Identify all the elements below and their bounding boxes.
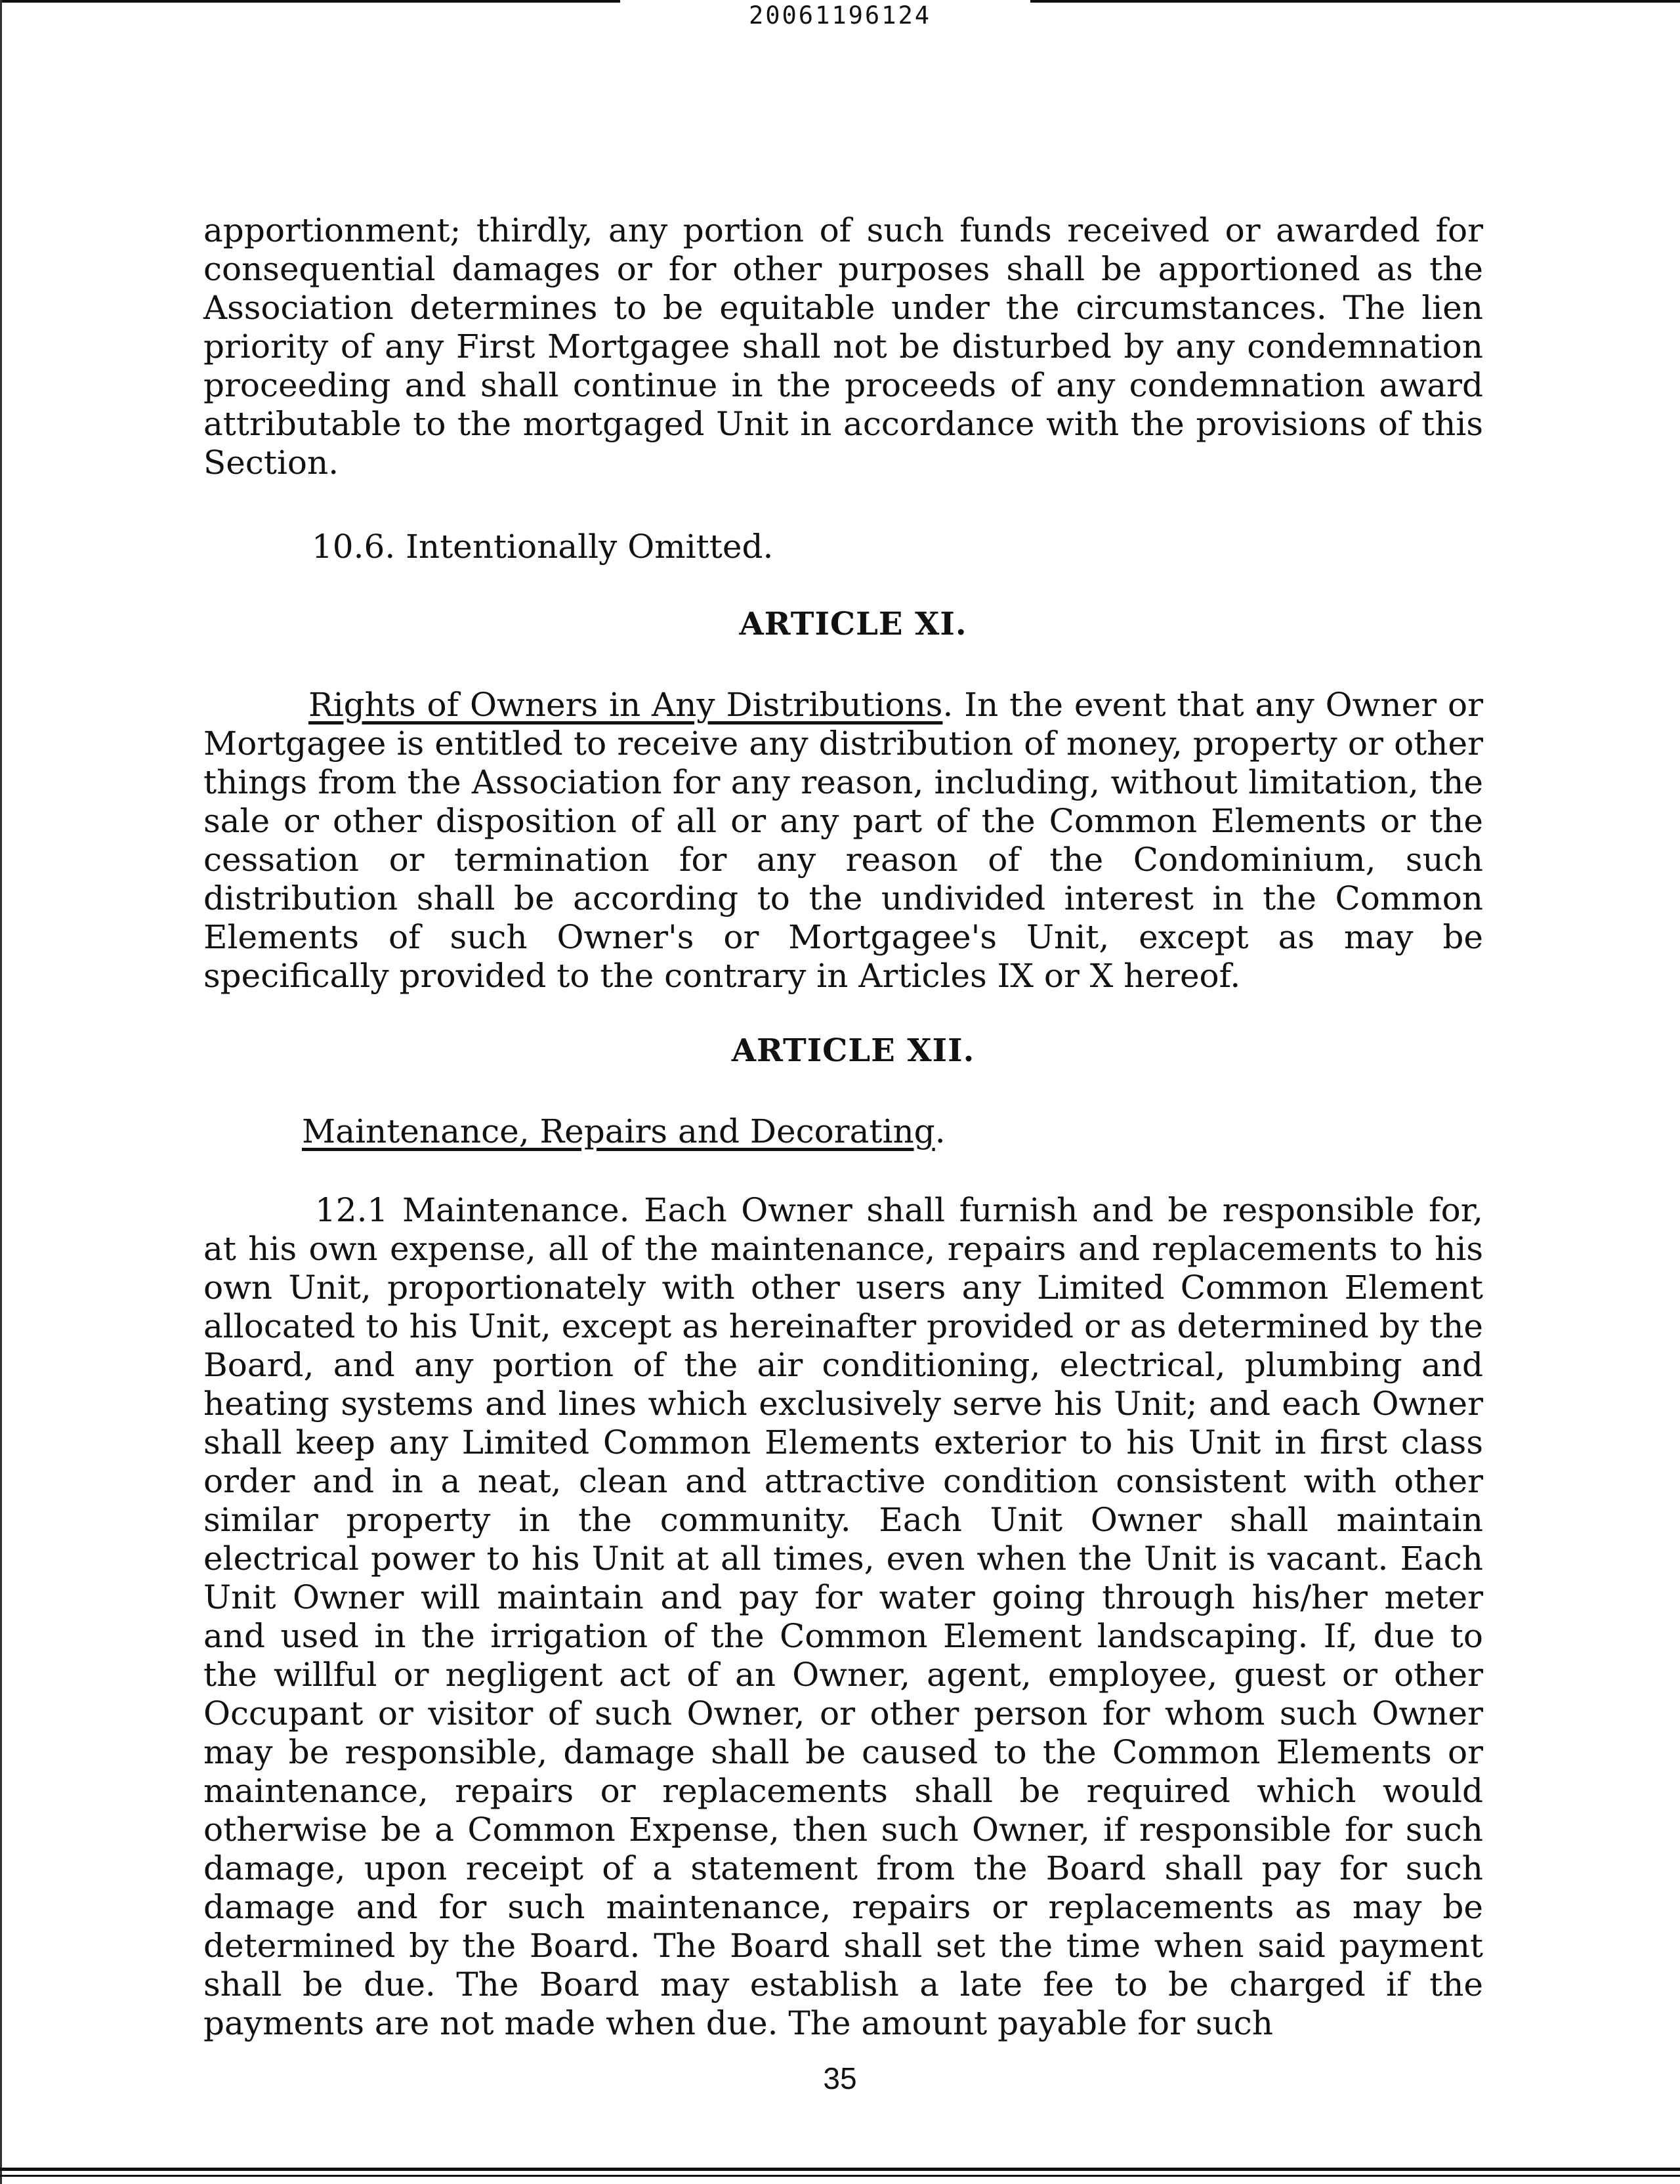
article-xii-heading: ARTICLE XII. (731, 1032, 975, 1069)
scan-left-edge (0, 0, 2, 2184)
article-xi-title: Rights of Owners in Any Distributions (308, 686, 943, 724)
bottom-rule-secondary (0, 2175, 1680, 2177)
article-xii-title: Maintenance, Repairs and Decorating (302, 1112, 935, 1150)
paragraph-condemnation: apportionment; thirdly, any portion of such funds received or awarded for consequential damages or for other purposes shall be apportioned as the Association determines to be equitable under the circumstances. The lien priority of any First Mortgagee shall not be disturbed by any condemnation proceeding and shall continue in the proceeds of any condemnation award attributable to the mortgaged Unit in accordance with the provisions of this Section. (203, 211, 1483, 482)
bottom-rule (0, 2168, 1680, 2171)
section-12-1-paragraph: 12.1 Maintenance. Each Owner shall furnish and be responsible for, at his own expense, all of the maintenance, repairs and replacements to his own Unit, proportionately with other users any Limited Common Element allocated to his Unit, except as hereinafter provided or as determined by the Board, and any portion of the air conditioning, electrical, plumbing and heating systems and lines which exclusively serve his Unit; and each Owner shall keep any Limited Common Elements exterior to his Unit in first class order and in a neat, clean and attractive condition consistent with other similar property in the community. Each Unit Owner shall maintain electrical power to his Unit at all times, even when the Unit is vacant. Each Unit Owner will maintain and pay for water going through his/her meter and used in the irrigation of the Common Element landscaping. If, due to the willful or negligent act of an Owner, agent, employee, guest or other Occupant or visitor of such Owner, or other person for whom such Owner may be responsible, damage shall be caused to the Common Elements or maintenance, repairs or replacements shall be required which would otherwise be a Common Expense, then such Owner, if responsible for such damage, upon receipt of a statement from the Board shall pay for such damage and for such maintenance, repairs or replacements as may be determined by the Board. The Board shall set the time when said payment shall be due. The Board may establish a late fee to be charged if the payments are not made when due. The amount payable for such (203, 1191, 1483, 2042)
section-10-6: 10.6. Intentionally Omitted. (312, 528, 774, 566)
article-xii-title-line (302, 1112, 946, 1151)
document-number: 20061196124 (748, 1, 932, 30)
page-number: 35 (823, 2061, 857, 2095)
article-xii-title-period: . (934, 1112, 946, 1150)
article-xi-heading: ARTICLE XI. (739, 606, 967, 642)
article-xi-paragraph (203, 686, 1483, 996)
article-xi-text: . In the event that any Owner or Mortgagee is entitled to receive any distribution of money, property or other things from the Association for any reason, including, without limitation, the sale or other disposition of all or any part of the Common Elements or the cessation or termination for any reason of the Condominium, such distribution shall be according to the undivided interest in the Common Elements of such Owner's or Mortgagee's Unit, except as may be specifically provided to the contrary in Articles IX or X hereof. (203, 686, 1483, 995)
